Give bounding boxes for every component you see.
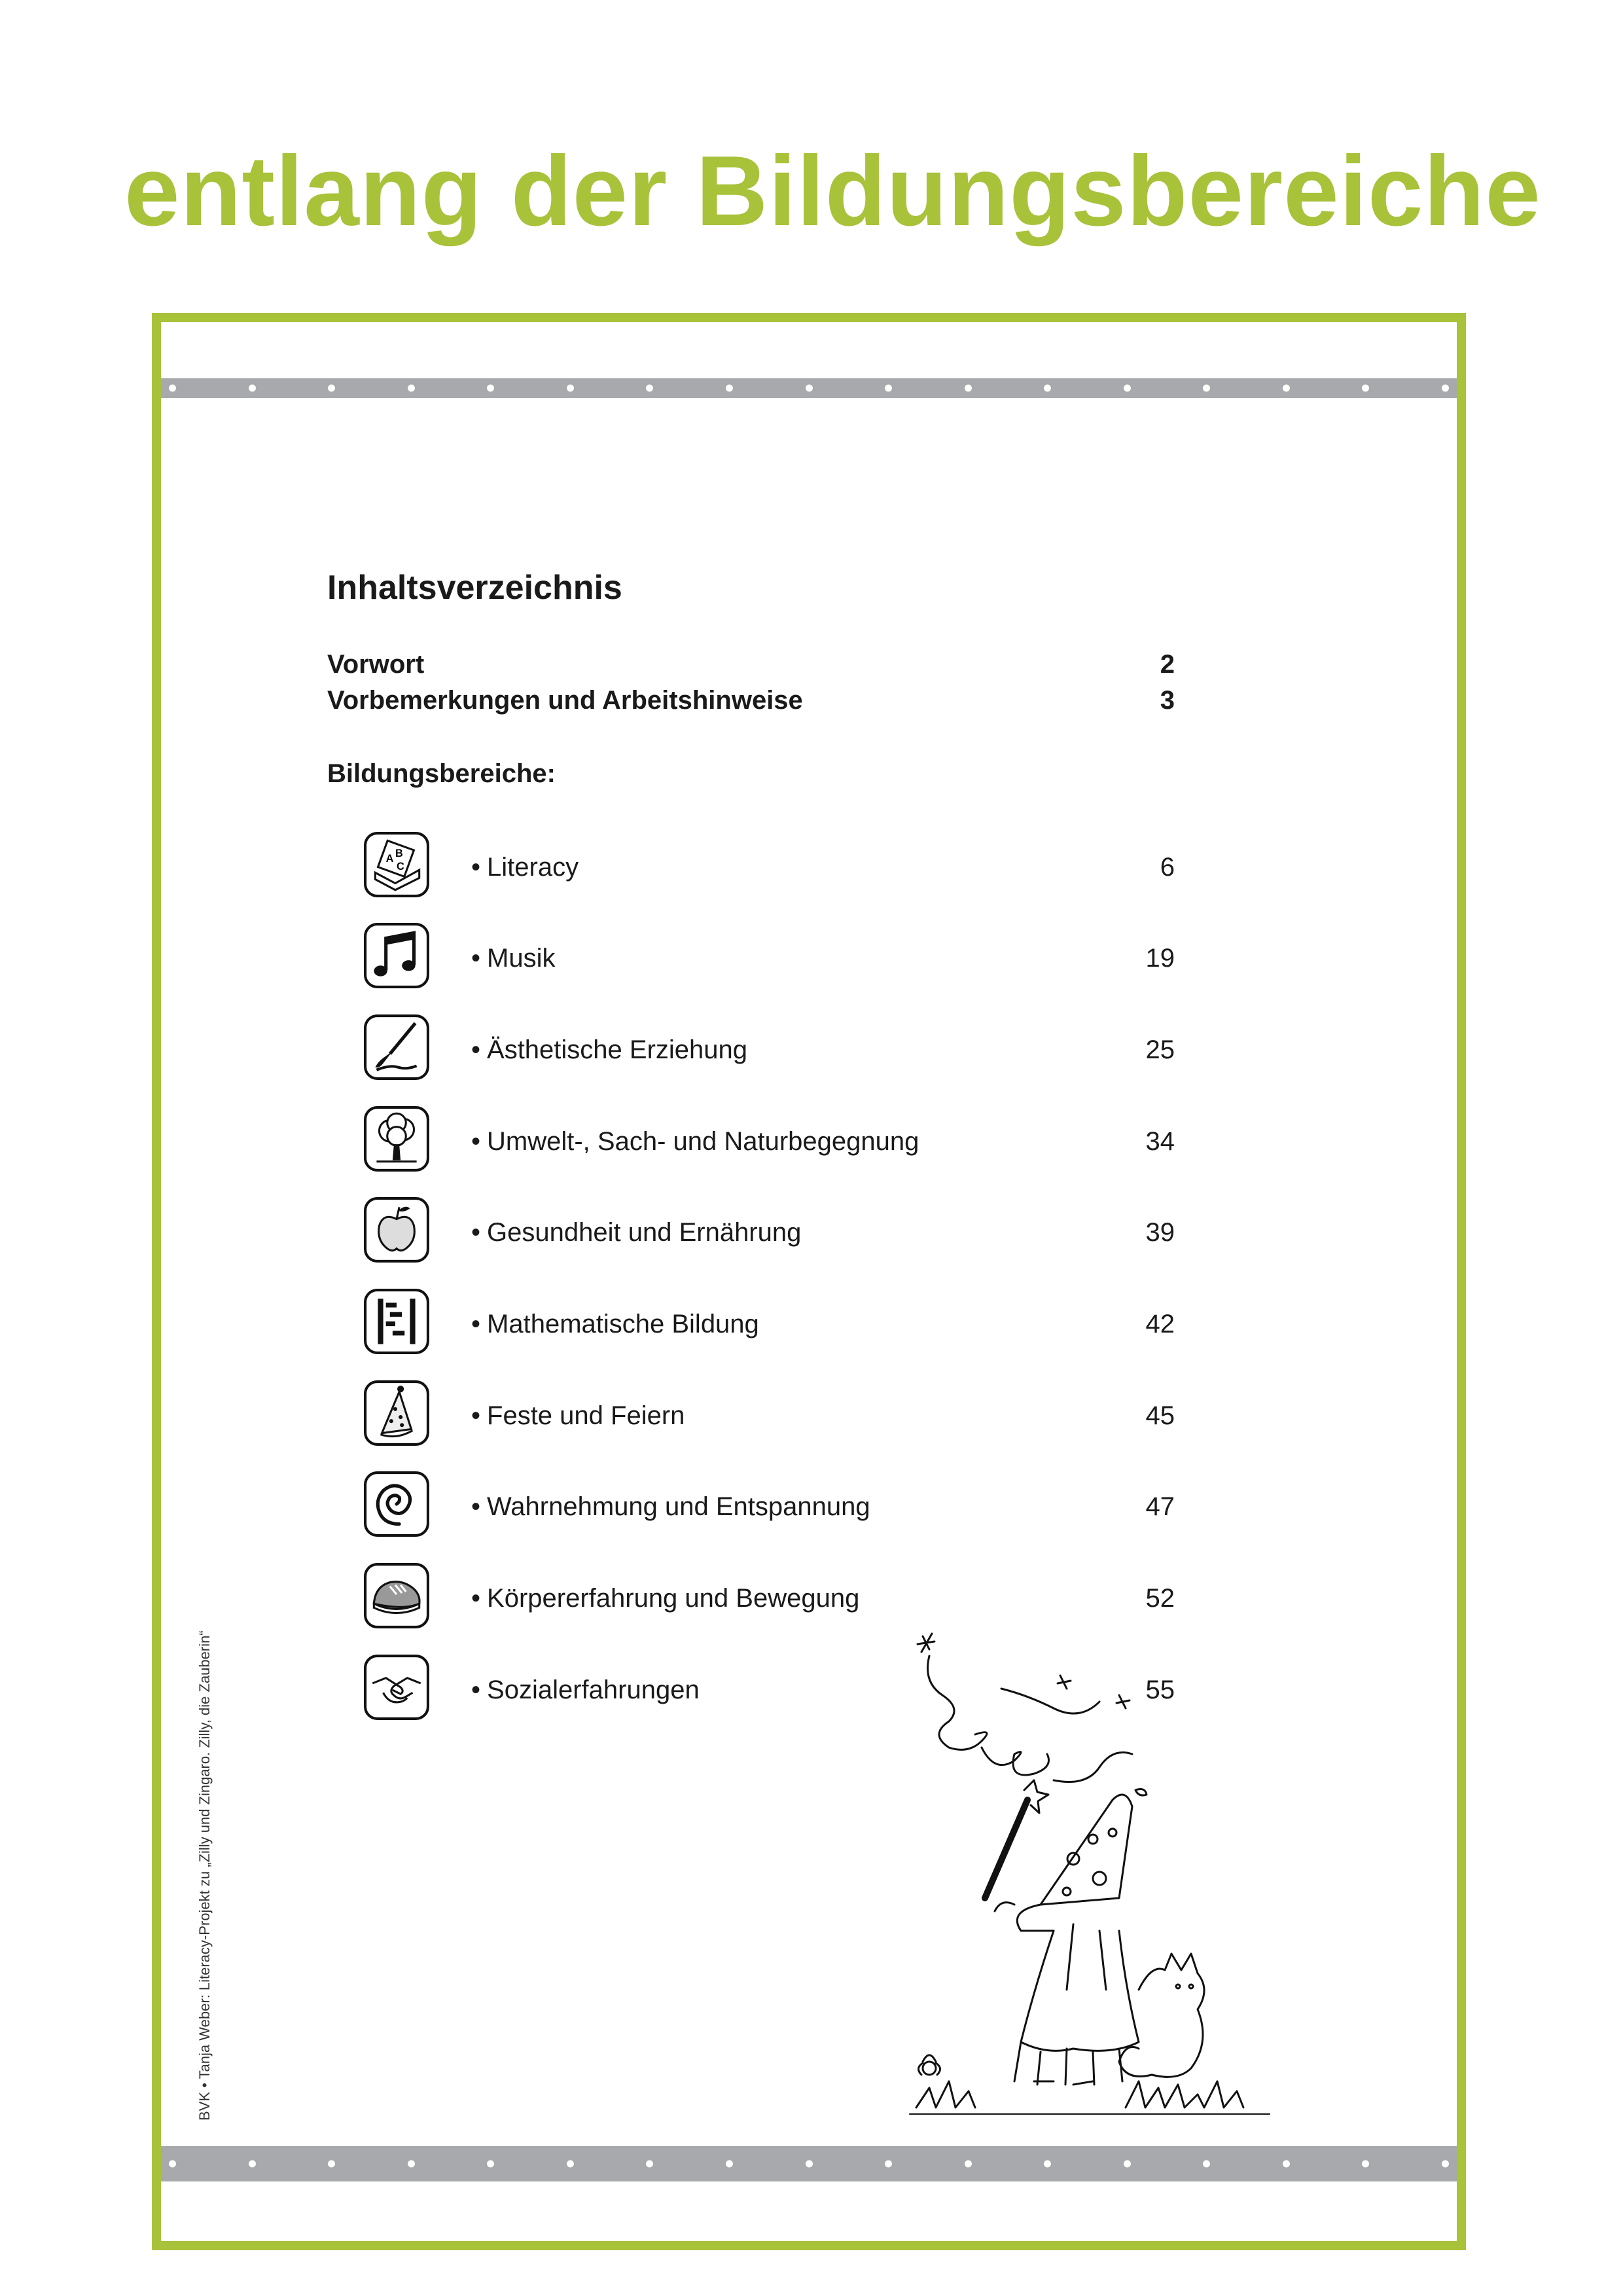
strip-dot: [567, 2161, 574, 2168]
entry-page: 47: [1145, 1492, 1175, 1521]
strip-dot: [726, 2161, 733, 2168]
strip-dot: [965, 2161, 972, 2168]
entry-label: [471, 853, 579, 882]
strip-dot: [806, 385, 813, 392]
entry-text: Umwelt-, Sach- und Naturbegegnung: [487, 1127, 919, 1156]
toc-entry-musik[interactable]: [363, 922, 1175, 994]
copyright-sidenote: BVK • Tanja Weber: Literacy-Projekt zu „Zilly und Zingaro. Zilly, die Zauberin“: [196, 1630, 213, 2121]
tree-icon: [363, 1105, 430, 1172]
strip-dot: [567, 385, 574, 392]
strip-dot: [408, 385, 415, 392]
toc-row-vorwort[interactable]: [327, 650, 1175, 683]
entry-page: 6: [1160, 853, 1175, 882]
strip-dot: [885, 2161, 892, 2168]
strip-dot: [1044, 385, 1051, 392]
strip-dot: [1362, 2161, 1369, 2168]
strip-dots: [161, 385, 1457, 392]
strip-dot: [1283, 2161, 1290, 2168]
entry-page: 42: [1145, 1310, 1175, 1338]
bullet: •: [471, 853, 481, 882]
strip-dot: [328, 385, 335, 392]
strip-dot: [169, 2161, 176, 2168]
wizard-illustration: [903, 1623, 1309, 2134]
entry-text: Feste und Feiern: [487, 1401, 685, 1430]
entry-label: [471, 1492, 870, 1522]
entry-text: Wahrnehmung und Entspannung: [487, 1492, 870, 1521]
toc-row-page: 3: [1160, 686, 1175, 715]
handshake-icon: [363, 1654, 430, 1721]
entry-page: 45: [1145, 1401, 1175, 1430]
party-hat-icon: [363, 1380, 430, 1446]
toc-entry-mathematik[interactable]: [363, 1288, 1175, 1360]
page-headline: entlang der Bildungsbereiche: [124, 135, 1541, 247]
strip-dots: [161, 2161, 1457, 2168]
toc-title: Inhaltsverzeichnis: [327, 569, 622, 607]
strip-dot: [646, 385, 653, 392]
apple-icon: [363, 1196, 430, 1263]
bullet: •: [471, 944, 481, 973]
music-note-icon: [363, 922, 430, 989]
strip-dot: [249, 385, 256, 392]
entry-label: [471, 1584, 859, 1613]
top-dotted-strip: [161, 378, 1457, 398]
strip-dot: [408, 2161, 415, 2168]
strip-dot: [249, 2161, 256, 2168]
strip-dot: [1203, 385, 1210, 392]
entry-label: [471, 1035, 747, 1065]
toc-row-label: Vorwort: [327, 650, 425, 679]
section-label: Bildungsbereiche:: [327, 759, 556, 788]
bullet: •: [471, 1676, 481, 1704]
sneaker-icon: [363, 1562, 430, 1629]
strip-dot: [487, 385, 494, 392]
entry-page: 55: [1145, 1676, 1175, 1704]
toc-entry-feste[interactable]: [363, 1380, 1175, 1452]
entry-label: [471, 944, 555, 973]
toc-entry-aesthetik[interactable]: [363, 1014, 1175, 1086]
paintbrush-icon: [363, 1014, 430, 1081]
entry-page: 39: [1145, 1218, 1175, 1247]
bullet: •: [471, 1218, 481, 1247]
strip-dot: [1124, 2161, 1131, 2168]
entry-text: Mathematische Bildung: [487, 1310, 759, 1338]
entry-page: 19: [1145, 944, 1175, 973]
entry-text: Ästhetische Erziehung: [487, 1035, 748, 1064]
entry-label: [471, 1401, 685, 1431]
entry-text: Literacy: [487, 853, 579, 882]
bullet: •: [471, 1310, 481, 1338]
entry-page: 25: [1145, 1035, 1175, 1064]
spiral-icon: [363, 1471, 430, 1537]
entry-label: [471, 1218, 801, 1247]
strip-dot: [1442, 385, 1449, 392]
entry-page: 52: [1145, 1584, 1175, 1613]
toc-row-vorbemerkungen[interactable]: [327, 686, 1175, 719]
strip-dot: [806, 2161, 813, 2168]
entry-label: [471, 1676, 700, 1705]
bullet: •: [471, 1401, 481, 1430]
entry-text: Musik: [487, 944, 556, 973]
toc-row-label: Vorbemerkungen und Arbeitshinweise: [327, 686, 803, 715]
toc-entry-wahrnehmung[interactable]: [363, 1471, 1175, 1543]
strip-dot: [965, 385, 972, 392]
strip-dot: [1283, 385, 1290, 392]
bottom-dotted-strip: [161, 2146, 1457, 2181]
bullet: •: [471, 1492, 481, 1521]
toc-entry-umwelt[interactable]: [363, 1105, 1175, 1177]
bullet: •: [471, 1035, 481, 1064]
abc-book-icon: [363, 831, 430, 898]
strip-dot: [646, 2161, 653, 2168]
svg-text:A: A: [385, 852, 394, 865]
strip-dot: [328, 2161, 335, 2168]
bullet: •: [471, 1584, 481, 1613]
strip-dot: [885, 385, 892, 392]
strip-dot: [169, 385, 176, 392]
toc-entry-gesundheit[interactable]: [363, 1196, 1175, 1268]
entry-label: [471, 1310, 759, 1339]
strip-dot: [726, 385, 733, 392]
entry-label: [471, 1127, 919, 1157]
toc-row-page: 2: [1160, 650, 1175, 679]
bullet: •: [471, 1127, 481, 1156]
toc-entry-literacy[interactable]: [363, 831, 1175, 903]
svg-text:B: B: [395, 847, 403, 859]
strip-dot: [487, 2161, 494, 2168]
strip-dot: [1362, 385, 1369, 392]
strip-dot: [1442, 2161, 1449, 2168]
abacus-icon: [363, 1288, 430, 1355]
strip-dot: [1203, 2161, 1210, 2168]
strip-dot: [1124, 385, 1131, 392]
entry-text: Sozialerfahrungen: [487, 1676, 700, 1704]
entry-text: Körpererfahrung und Bewegung: [487, 1584, 860, 1613]
entry-text: Gesundheit und Ernährung: [487, 1218, 802, 1247]
strip-dot: [1044, 2161, 1051, 2168]
entry-page: 34: [1145, 1127, 1175, 1156]
svg-text:C: C: [397, 861, 404, 873]
